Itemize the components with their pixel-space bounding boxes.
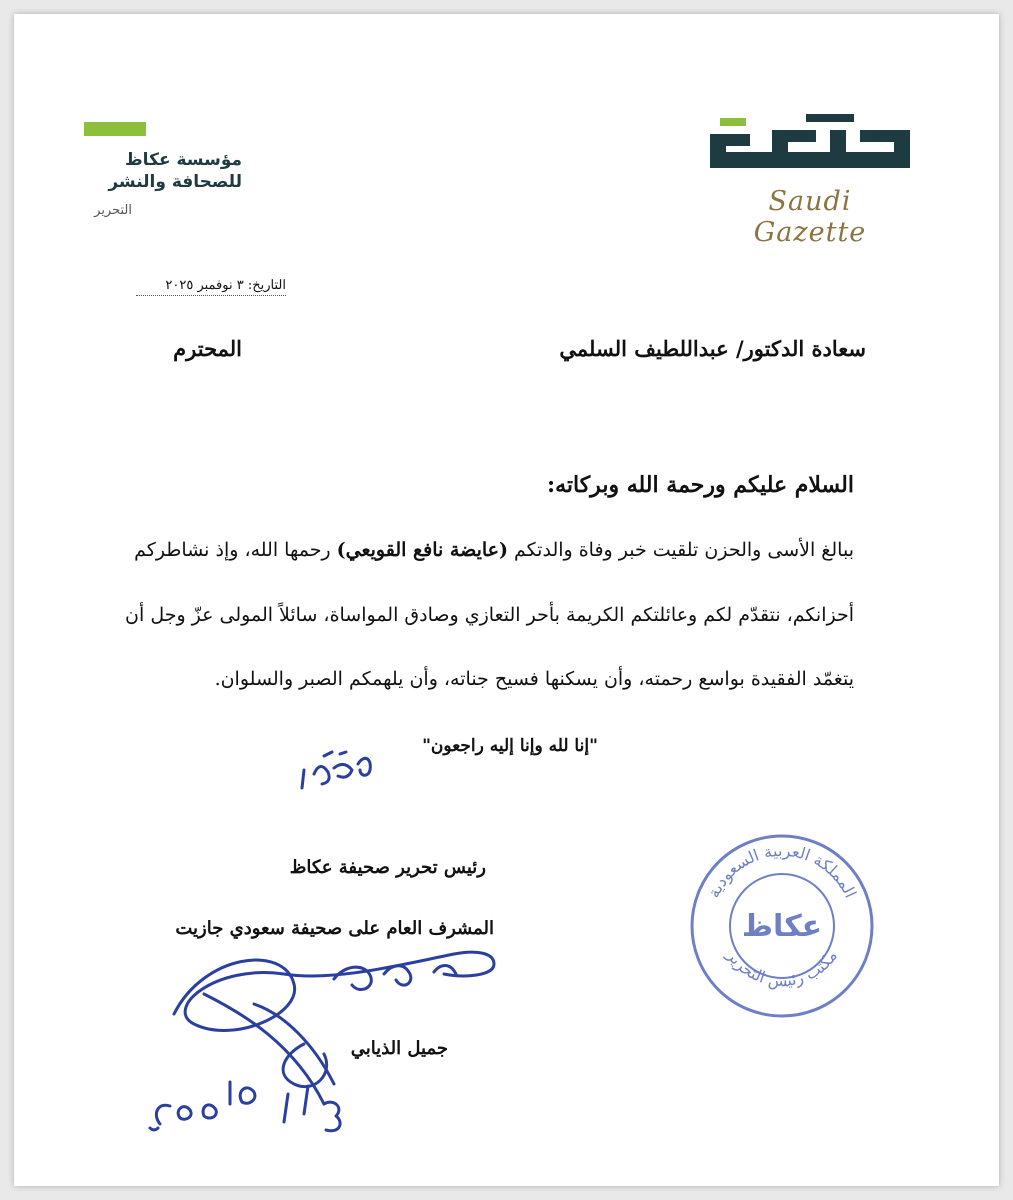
stamp-bottom-text: مكتب رئيس التحرير <box>723 946 841 991</box>
handwritten-signature-icon <box>134 744 554 1144</box>
institution-name-line2: للصحافة والنشر <box>108 172 242 192</box>
department-label: التحرير <box>94 203 132 218</box>
recipient-honorific: المحترم <box>173 336 242 361</box>
signatory-name: جميل الذيابي <box>350 1038 448 1059</box>
body-line-1 <box>134 539 854 561</box>
body-line-3: يتغمّد الفقيدة بواسع رحمته، وأن يسكنها فسيح جناته، وأن يلهمكم الصبر والسلوان. <box>214 668 854 690</box>
institution-name-line1: مؤسسة عكاظ <box>125 150 242 170</box>
svg-text:مكتب رئيس التحرير <box>722 946 841 992</box>
greeting: السلام عليكم ورحمة الله وبركاته: <box>546 472 854 498</box>
saudi-gazette-wordmark: Saudi Gazette <box>753 186 867 248</box>
condolence-quote: "إنا لله وإنا إليه راجعون" <box>422 736 598 756</box>
signatory-title-2: المشرف العام على صحيفة سعودي جازيت <box>175 918 494 939</box>
letter-date: التاريخ: ٣ نوفمبر ٢٠٢٥ <box>136 278 286 296</box>
svg-text:المملكة العربية السعودية <box>704 841 860 901</box>
stamp-top-text: المملكة العربية السعودية <box>703 840 861 901</box>
official-stamp-icon <box>688 832 876 1020</box>
stamp-center-text: عكاظ <box>741 909 823 944</box>
signatory-title-1: رئيس تحرير صحيفة عكاظ <box>289 857 486 878</box>
brand-green-bar <box>84 122 146 136</box>
deceased-name: (عايضة نافع القويعي) <box>336 539 508 561</box>
okaz-logo-icon <box>710 114 910 186</box>
recipient-address: سعادة الدكتور/ عبداللطيف السلمي <box>559 336 866 361</box>
letter-page <box>14 14 999 1186</box>
body-line-2: أحزانكم، نتقدّم لكم وعائلتكم الكريمة بأحر التعازي وصادق المواساة، سائلاً المولى عزّ وجل أن <box>125 604 854 626</box>
body-line-1-end: رحمها الله، وإذ نشاطركم <box>134 539 337 561</box>
body-line-1-start: ببالغ الأسى والحزن تلقيت خبر وفاة والدتكم <box>508 539 854 561</box>
